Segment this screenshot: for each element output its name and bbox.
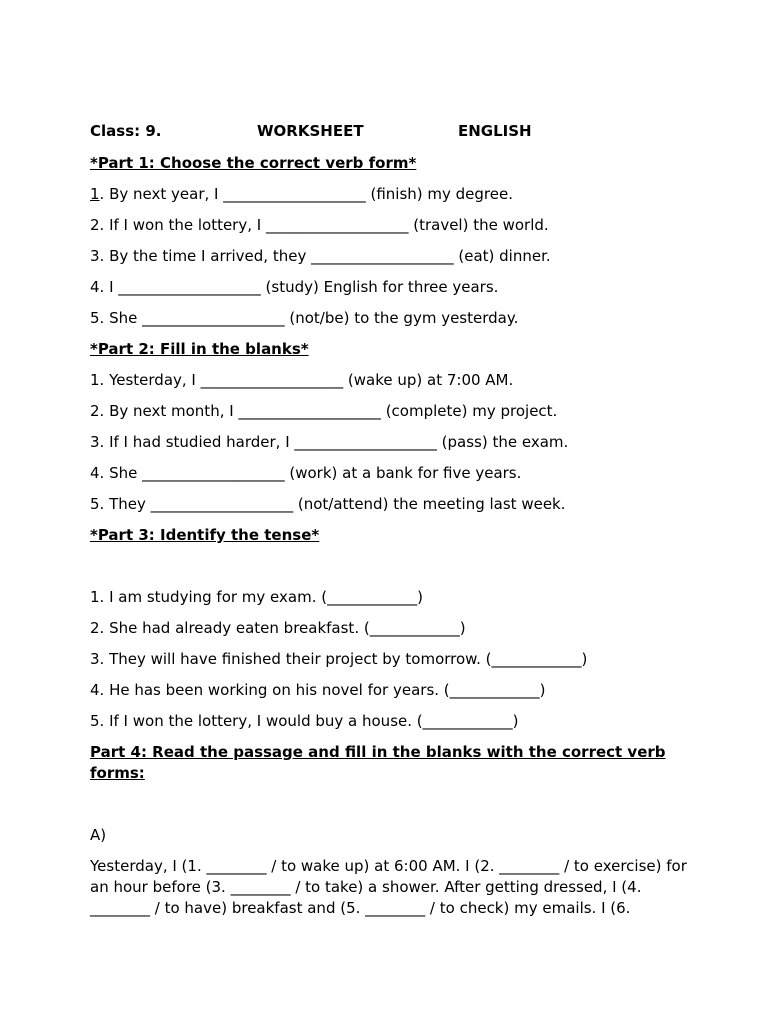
part3-item: 3. They will have finished their project by tomorrow. (____________) — [90, 650, 588, 668]
part2-item: 5. They ___________________ (not/attend) the meeting last week. — [90, 495, 566, 513]
part3-item: 5. If I won the lottery, I would buy a house. (____________) — [90, 712, 519, 730]
subject-label: ENGLISH — [458, 122, 532, 140]
part1-item: 5. She ___________________ (not/be) to the gym yesterday. — [90, 309, 519, 327]
part4-passage: Yesterday, I (1. ________ / to wake up) at 6:00 AM. I (2. ________ / to exercise) for an hour before (3. ________ / to take) a shower. After getting dressed, I (4. ________ / to have) breakfast and (5. ________ / to check) my emails. I (6. — [90, 857, 687, 917]
part2-item: 1. Yesterday, I ___________________ (wake up) at 7:00 AM. — [90, 371, 514, 389]
worksheet-page — [90, 122, 690, 929]
part4-section-label: A) — [90, 826, 107, 844]
part1-item — [90, 184, 690, 205]
part1-item-number: 1 — [90, 185, 100, 203]
part1-item: 3. By the time I arrived, they ___________________ (eat) dinner. — [90, 247, 551, 265]
part2-item: 2. By next month, I ___________________ (complete) my project. — [90, 402, 558, 420]
spacer — [90, 556, 690, 587]
part3-item: 4. He has been working on his novel for years. (____________) — [90, 681, 546, 699]
worksheet-title: WORKSHEET — [257, 122, 364, 140]
part2-heading: *Part 2: Fill in the blanks* — [90, 340, 309, 358]
part3-item: 1. I am studying for my exam. (____________) — [90, 588, 423, 606]
part1-item: 4. I ___________________ (study) English for three years. — [90, 278, 499, 296]
worksheet-header — [90, 122, 690, 143]
part2-item: 4. She ___________________ (work) at a bank for five years. — [90, 464, 522, 482]
part1-item: 2. If I won the lottery, I ___________________ (travel) the world. — [90, 216, 549, 234]
part3-heading: *Part 3: Identify the tense* — [90, 526, 320, 544]
part2-item: 3. If I had studied harder, I ___________________ (pass) the exam. — [90, 433, 569, 451]
part1-heading: *Part 1: Choose the correct verb form* — [90, 154, 417, 172]
part1-item-text: . By next year, I ___________________ (finish) my degree. — [99, 185, 513, 203]
part3-item: 2. She had already eaten breakfast. (____________) — [90, 619, 466, 637]
part4-heading: Part 4: Read the passage and fill in the blanks with the correct verb forms: — [90, 743, 666, 782]
class-label: Class: 9. — [90, 122, 162, 140]
